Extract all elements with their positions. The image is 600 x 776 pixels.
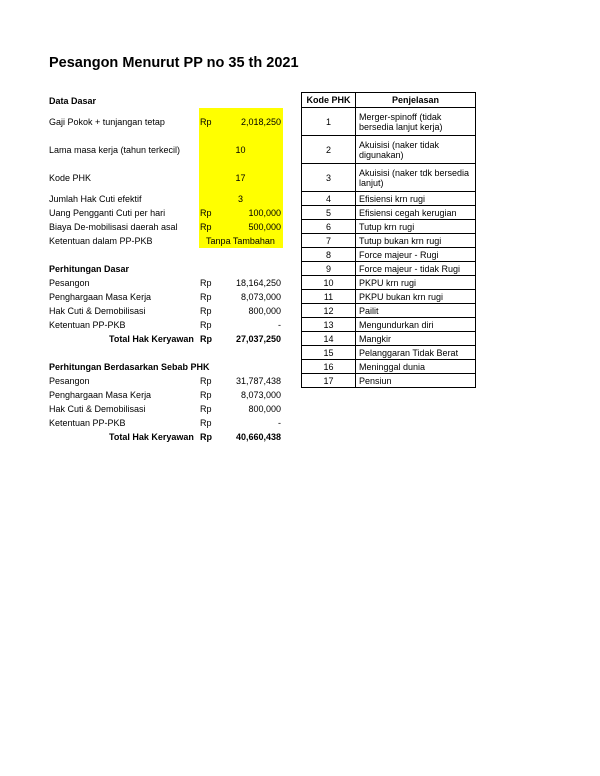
row-value: - xyxy=(278,418,281,428)
data-dasar-heading: Data Dasar xyxy=(49,96,97,106)
table-row xyxy=(302,290,476,304)
table-row xyxy=(49,276,285,290)
perhitungan-dasar-heading: Perhitungan Dasar xyxy=(49,264,130,274)
total-row xyxy=(49,430,285,444)
table-row xyxy=(302,276,476,290)
penjelasan-cell: PKPU bukan krn rugi xyxy=(356,290,476,304)
row-rp: Rp xyxy=(200,278,212,288)
total-value: 27,037,250 xyxy=(235,334,281,344)
kode-cell: 13 xyxy=(302,318,356,332)
row-rp: Rp xyxy=(200,306,212,316)
row-rp: Rp xyxy=(200,404,212,414)
page-title: Pesangon Menurut PP no 35 th 2021 xyxy=(49,55,299,71)
row-label: Hak Cuti & Demobilisasi xyxy=(49,306,146,316)
total-label: Total Hak Keryawan xyxy=(109,334,194,344)
table-row xyxy=(302,346,476,360)
table-row xyxy=(302,304,476,318)
penjelasan-cell: Mangkir xyxy=(356,332,476,346)
table-row xyxy=(302,234,476,248)
row-label: Ketentuan PP-PKB xyxy=(49,418,126,428)
row-label: Pesangon xyxy=(49,278,90,288)
penjelasan-cell: Meninggal dunia xyxy=(356,360,476,374)
header-kode: Kode PHK xyxy=(302,93,356,108)
penjelasan-cell: Force majeur - Rugi xyxy=(356,248,476,262)
row-value: 8,073,000 xyxy=(240,292,281,302)
phk-code-table xyxy=(301,92,476,388)
kode-phk-label: Kode PHK xyxy=(49,173,92,183)
table-header-row xyxy=(302,93,476,108)
total-rp: Rp xyxy=(200,334,212,344)
row-value: 800,000 xyxy=(248,404,281,414)
penjelasan-cell: Akuisisi (naker tidak digunakan) xyxy=(356,136,476,164)
row-rp: Rp xyxy=(200,320,212,330)
penjelasan-cell: PKPU krn rugi xyxy=(356,276,476,290)
hak-cuti-value[interactable]: 3 xyxy=(237,194,243,204)
penjelasan-cell: Pailit xyxy=(356,304,476,318)
kode-phk-value[interactable]: 17 xyxy=(235,173,246,183)
hak-cuti-row xyxy=(49,192,285,206)
gaji-label: Gaji Pokok + tunjangan tetap xyxy=(49,117,165,127)
table-row xyxy=(302,136,476,164)
gaji-value[interactable]: 2,018,250 xyxy=(240,117,281,127)
penjelasan-cell: Force majeur - tidak Rugi xyxy=(356,262,476,276)
row-value: 18,164,250 xyxy=(235,278,281,288)
gaji-row xyxy=(49,108,285,136)
table-row xyxy=(302,318,476,332)
table-row xyxy=(302,220,476,234)
penjelasan-cell: Akuisisi (naker tdk bersedia lanjut) xyxy=(356,164,476,192)
ketentuan-row xyxy=(49,234,285,248)
table-row xyxy=(302,374,476,388)
masa-kerja-label: Lama masa kerja (tahun terkecil) xyxy=(49,145,181,155)
table-row xyxy=(49,290,285,304)
demobilisasi-label: Biaya De-mobilisasi daerah asal xyxy=(49,222,178,232)
kode-cell: 5 xyxy=(302,206,356,220)
kode-cell: 17 xyxy=(302,374,356,388)
calculation-panel xyxy=(49,94,285,444)
total-label: Total Hak Keryawan xyxy=(109,432,194,442)
penjelasan-cell: Efisiensi cegah kerugian xyxy=(356,206,476,220)
total-row xyxy=(49,332,285,346)
ketentuan-value[interactable]: Tanpa Tambahan xyxy=(206,236,275,246)
table-row xyxy=(302,262,476,276)
row-rp: Rp xyxy=(200,376,212,386)
uang-cuti-value[interactable]: 100,000 xyxy=(248,208,281,218)
total-rp: Rp xyxy=(200,432,212,442)
uang-cuti-rp: Rp xyxy=(200,208,212,218)
kode-cell: 4 xyxy=(302,192,356,206)
hak-cuti-label: Jumlah Hak Cuti efektif xyxy=(49,194,142,204)
demobilisasi-value[interactable]: 500,000 xyxy=(248,222,281,232)
table-row xyxy=(302,360,476,374)
kode-cell: 2 xyxy=(302,136,356,164)
row-label: Pesangon xyxy=(49,376,90,386)
table-row xyxy=(302,108,476,136)
penjelasan-cell: Tutup bukan krn rugi xyxy=(356,234,476,248)
row-label: Ketentuan PP-PKB xyxy=(49,320,126,330)
row-value: 8,073,000 xyxy=(240,390,281,400)
ketentuan-label: Ketentuan dalam PP-PKB xyxy=(49,236,153,246)
kode-cell: 9 xyxy=(302,262,356,276)
penjelasan-cell: Mengundurkan diri xyxy=(356,318,476,332)
kode-cell: 15 xyxy=(302,346,356,360)
header-penjelasan: Penjelasan xyxy=(356,93,476,108)
kode-phk-row xyxy=(49,164,285,192)
kode-cell: 8 xyxy=(302,248,356,262)
kode-cell: 3 xyxy=(302,164,356,192)
row-label: Penghargaan Masa Kerja xyxy=(49,292,152,302)
row-rp: Rp xyxy=(200,390,212,400)
table-row xyxy=(49,304,285,318)
table-row xyxy=(49,318,285,332)
kode-cell: 7 xyxy=(302,234,356,248)
kode-cell: 6 xyxy=(302,220,356,234)
row-value: 31,787,438 xyxy=(235,376,281,386)
penjelasan-cell: Tutup krn rugi xyxy=(356,220,476,234)
table-row xyxy=(49,374,285,388)
penjelasan-cell: Pelanggaran Tidak Berat xyxy=(356,346,476,360)
table-row xyxy=(302,332,476,346)
kode-cell: 10 xyxy=(302,276,356,290)
gaji-rp: Rp xyxy=(200,117,212,127)
masa-kerja-value[interactable]: 10 xyxy=(235,145,246,155)
kode-cell: 1 xyxy=(302,108,356,136)
masa-kerja-row xyxy=(49,136,285,164)
uang-cuti-row xyxy=(49,206,285,220)
table-row xyxy=(302,164,476,192)
row-label: Hak Cuti & Demobilisasi xyxy=(49,404,146,414)
kode-cell: 12 xyxy=(302,304,356,318)
table-row xyxy=(49,416,285,430)
kode-cell: 11 xyxy=(302,290,356,304)
total-value: 40,660,438 xyxy=(235,432,281,442)
penjelasan-cell: Efisiensi krn rugi xyxy=(356,192,476,206)
row-label: Penghargaan Masa Kerja xyxy=(49,390,152,400)
penjelasan-cell: Pensiun xyxy=(356,374,476,388)
table-row xyxy=(302,206,476,220)
demobilisasi-rp: Rp xyxy=(200,222,212,232)
row-rp: Rp xyxy=(200,418,212,428)
table-row xyxy=(302,192,476,206)
demobilisasi-row xyxy=(49,220,285,234)
perhitungan-sebab-heading: Perhitungan Berdasarkan Sebab PHK xyxy=(49,362,210,372)
kode-cell: 16 xyxy=(302,360,356,374)
row-value: - xyxy=(278,320,281,330)
row-rp: Rp xyxy=(200,292,212,302)
table-row xyxy=(49,402,285,416)
kode-cell: 14 xyxy=(302,332,356,346)
row-value: 800,000 xyxy=(248,306,281,316)
table-row xyxy=(302,248,476,262)
table-row xyxy=(49,388,285,402)
uang-cuti-label: Uang Pengganti Cuti per hari xyxy=(49,208,166,218)
penjelasan-cell: Merger-spinoff (tidak bersedia lanjut kerja) xyxy=(356,108,476,136)
